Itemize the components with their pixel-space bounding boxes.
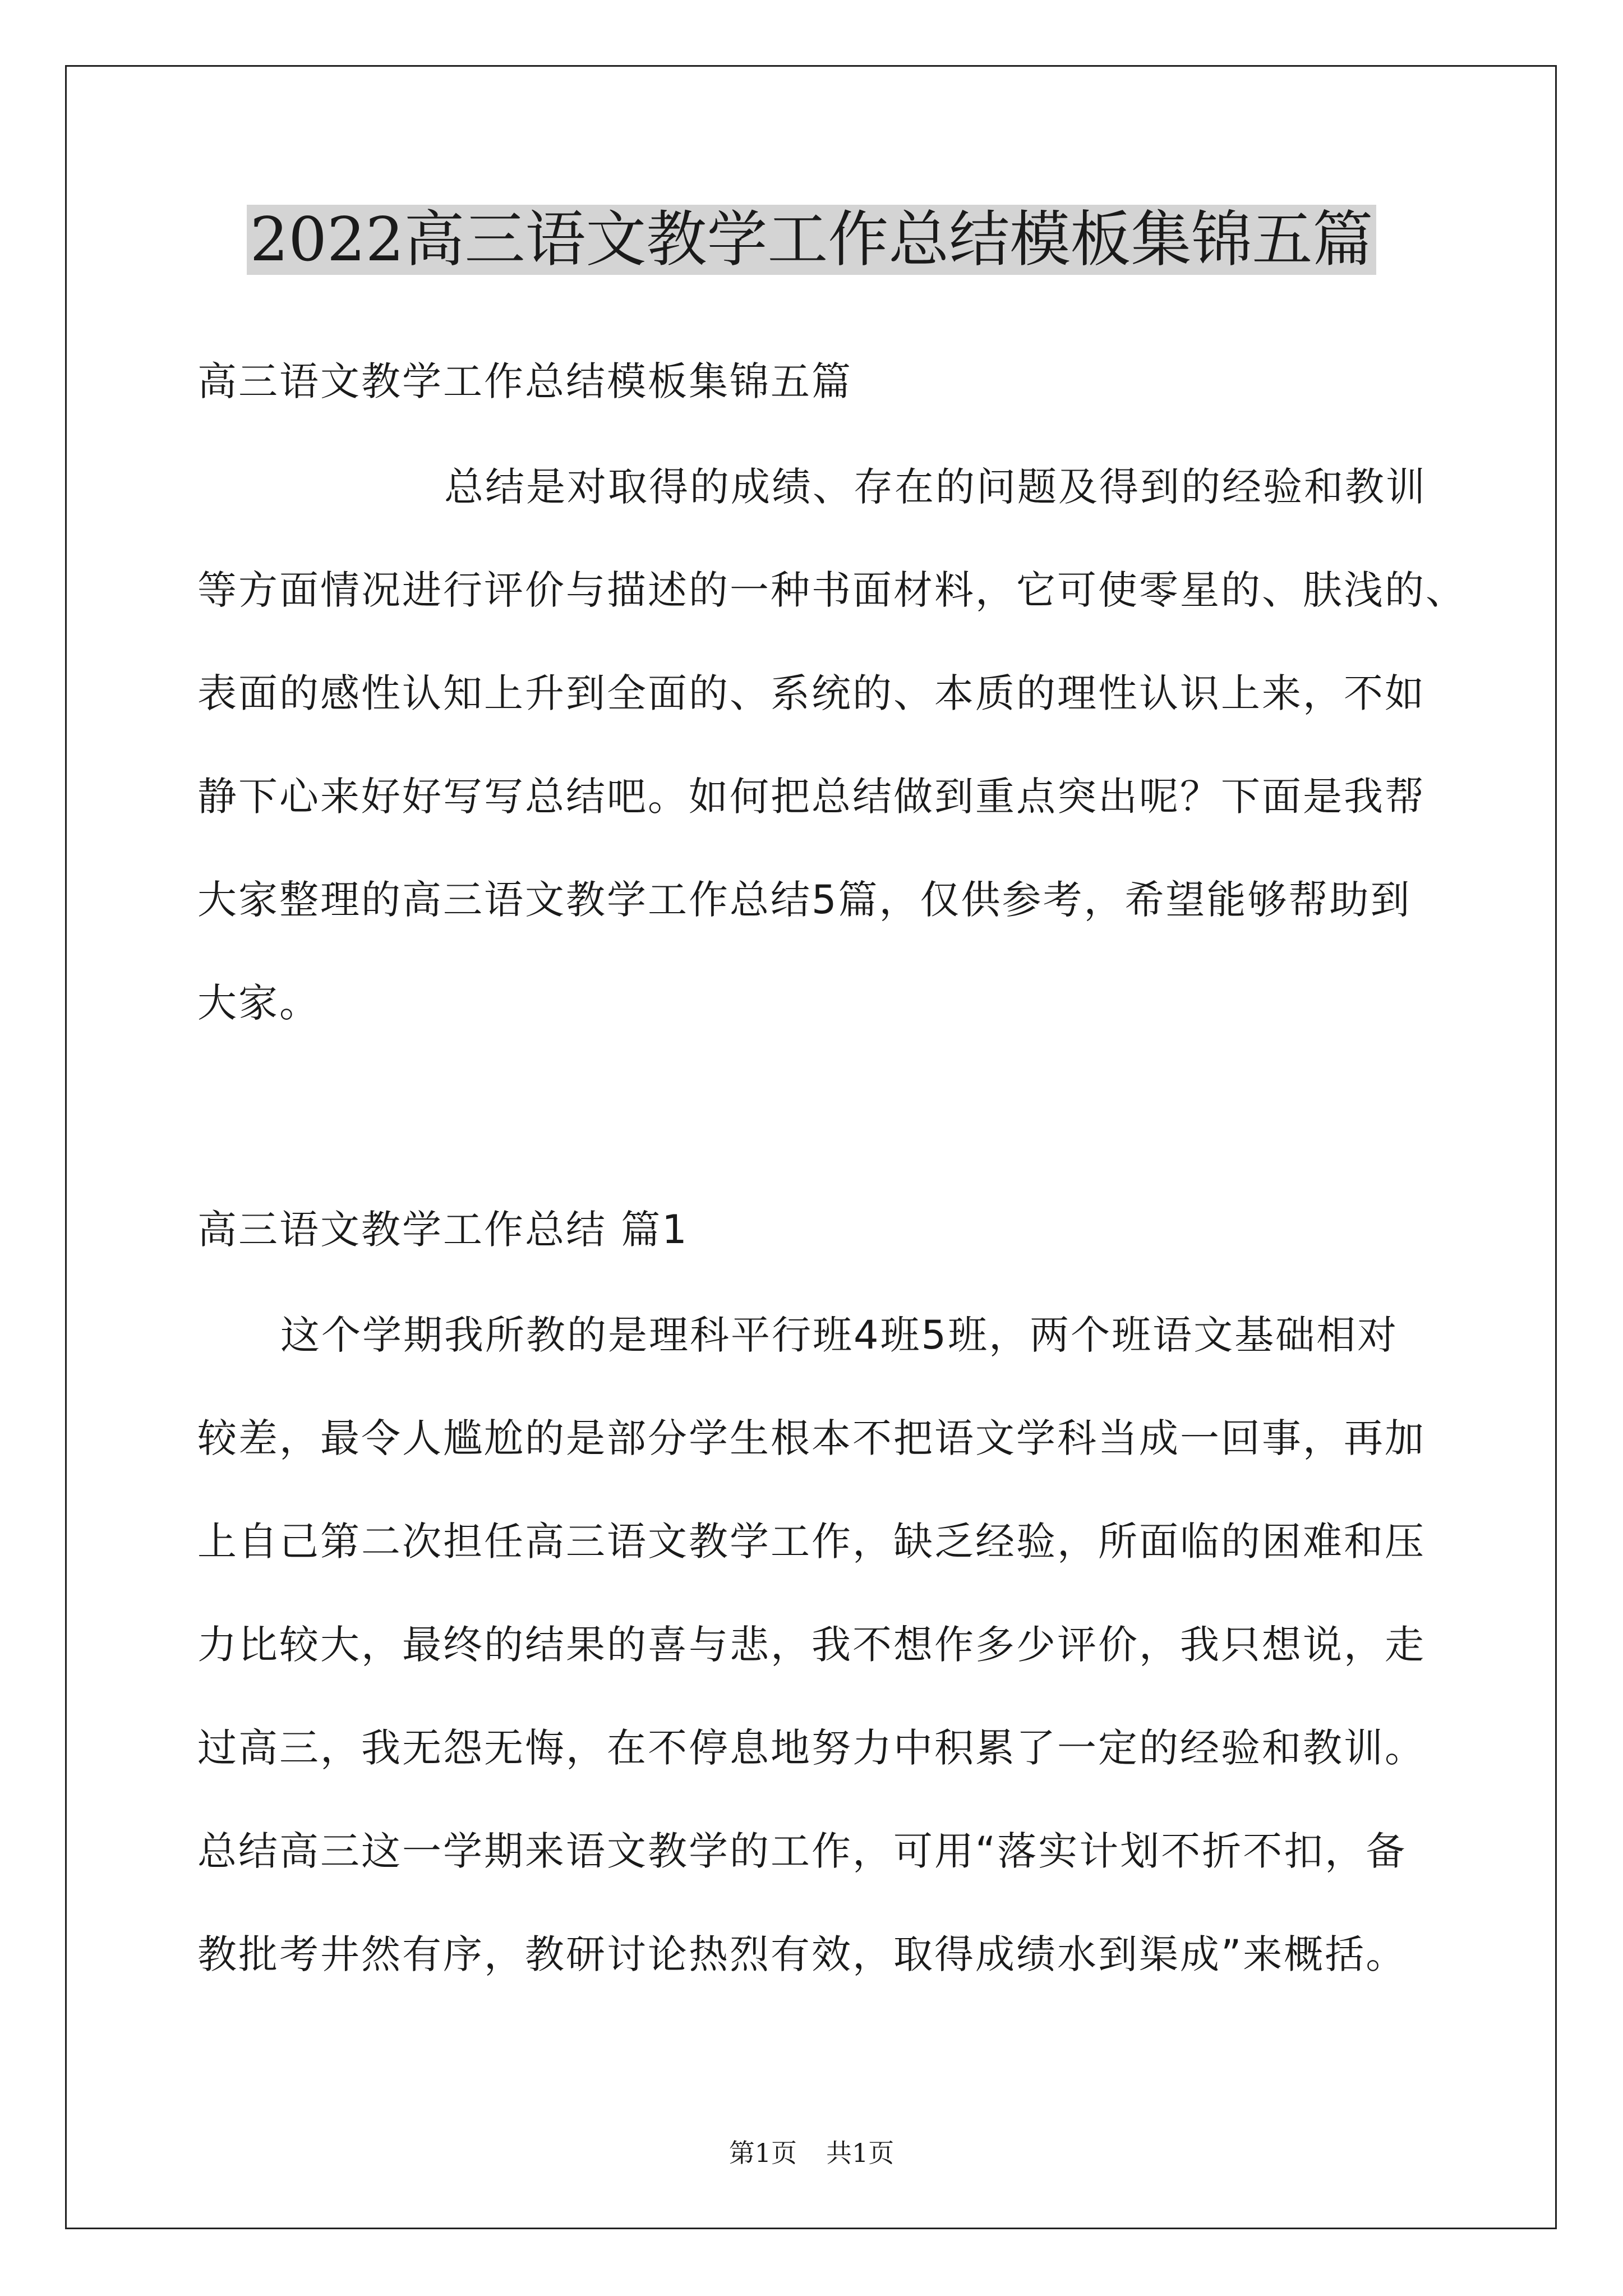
page-number-current: 第1页: [728, 2138, 797, 2168]
intro-line: 大家。: [197, 980, 320, 1026]
intro-line: 表面的感性认知上升到全面的、系统的、本质的理性认识上来，不如: [197, 670, 1426, 716]
intro-line: 大家整理的高三语文教学工作总结5篇，仅供参考，希望能够帮助到: [197, 877, 1412, 923]
section-line: 过高三，我无怨无悔，在不停息地努力中积累了一定的经验和教训。: [197, 1725, 1426, 1771]
intro-line: 静下心来好好写写总结吧。如何把总结做到重点突出呢？下面是我帮: [197, 774, 1426, 820]
section-line: 这个学期我所教的是理科平行班4班5班，两个班语文基础相对: [280, 1312, 1399, 1358]
section-line: 力比较大，最终的结果的喜与悲，我不想作多少评价，我只想说，走: [197, 1622, 1426, 1668]
page-number-total: 共1页: [826, 2138, 895, 2168]
section-line: 较差，最令人尴尬的是部分学生根本不把语文学科当成一回事，再加: [197, 1415, 1426, 1461]
section-line: 上自己第二次担任高三语文教学工作，缺乏经验，所面临的困难和压: [197, 1519, 1426, 1565]
document-title-text: 2022高三语文教学工作总结模板集锦五篇: [247, 205, 1377, 275]
document-subtitle: 高三语文教学工作总结模板集锦五篇: [197, 358, 852, 404]
intro-line: 等方面情况进行评价与描述的一种书面材料，它可使零星的、肤浅的、: [197, 567, 1467, 613]
section-heading: 高三语文教学工作总结 篇1: [197, 1207, 689, 1253]
page-footer: [0, 2136, 1623, 2170]
section-line: 总结高三这一学期来语文教学的工作，可用“落实计划不折不扣，备: [197, 1828, 1407, 1874]
document-title: [0, 201, 1623, 279]
intro-line: 总结是对取得的成绩、存在的问题及得到的经验和教训: [444, 464, 1427, 510]
section-line: 教批考井然有序，教研讨论热烈有效，取得成绩水到渠成”来概括。: [197, 1931, 1407, 1977]
